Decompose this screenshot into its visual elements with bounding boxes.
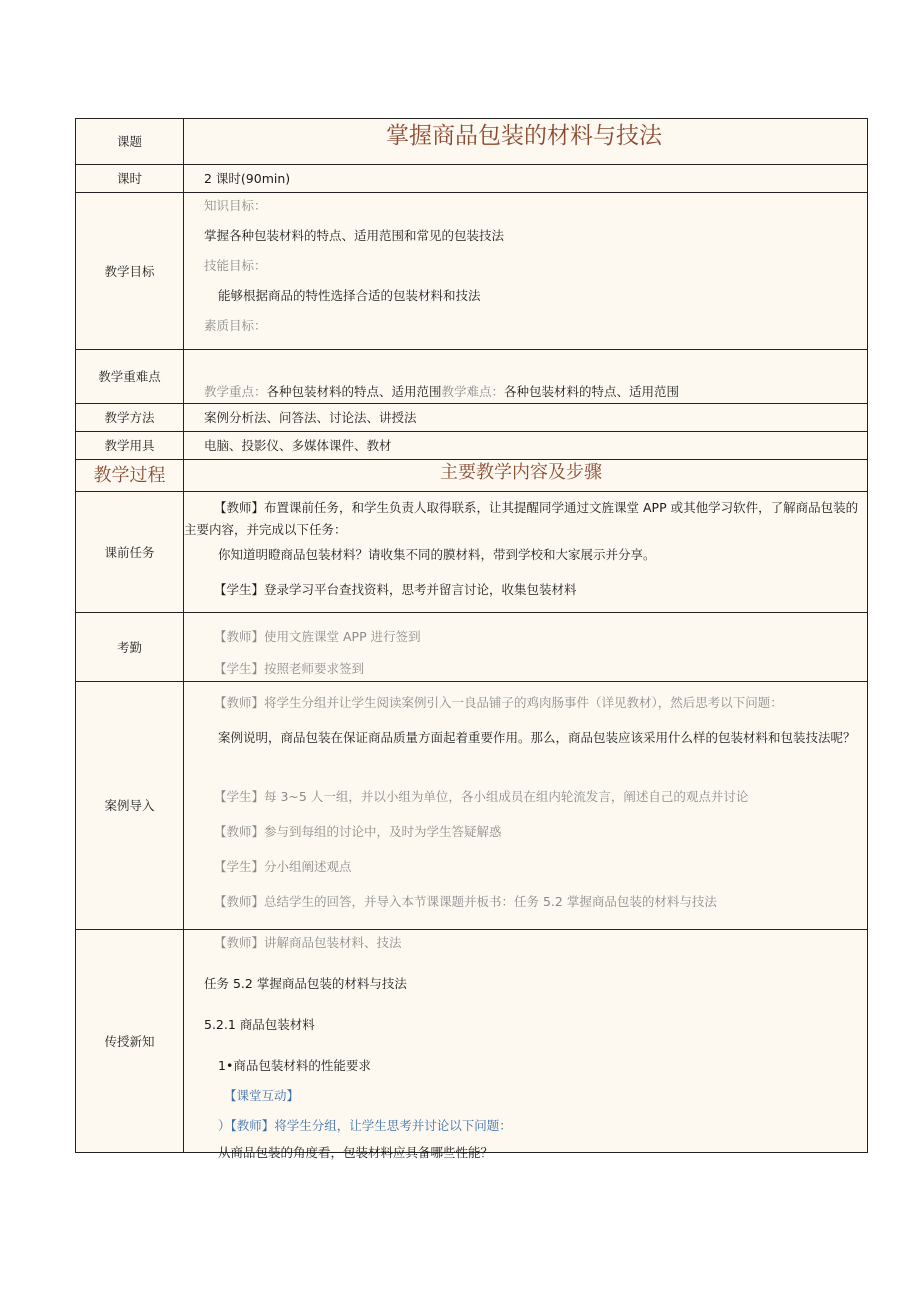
skill-goal-text: 能够根据商品的特性选择合适的包装材料和技法: [218, 288, 481, 303]
row-attendance: [76, 613, 868, 682]
case-description-text: 案例说明，商品包装在保证商品质量方面起着重要作用。那么，商品包装应该采用什么样的包装材料和包装技法呢？: [218, 730, 856, 745]
label-new-knowledge: 传授新知: [76, 930, 184, 1153]
label-methods: 教学方法: [76, 404, 184, 432]
case-student-text-2: 【学生】分小组阐述观点: [214, 859, 352, 874]
quality-goal-label: 素质目标：: [204, 318, 267, 333]
row-key-points: [76, 350, 868, 404]
subsection-title-text: 1•商品包装材料的性能要求: [218, 1058, 371, 1073]
row-tools: [76, 432, 868, 460]
label-hours: 课时: [76, 165, 184, 193]
pre-class-task-text: 你知道明瞪商品包装材料？请收集不同的膜材料，带到学校和大家展示并分享。: [218, 547, 656, 562]
key-points-line: [204, 383, 679, 400]
difficult-point-text: 各种包装材料的特点、适用范围: [504, 384, 680, 399]
case-teacher-text-2: 【教师】参与到每组的讨论中，及时为学生答疑解惑: [214, 824, 502, 839]
row-pre-class: [76, 492, 868, 613]
lesson-title: 掌握商品包装的材料与技法: [386, 123, 662, 149]
process-header-value: 主要教学内容及步骤: [440, 462, 602, 483]
row-topic: [76, 119, 868, 165]
new-knowledge-teacher-text: 【教师】讲解商品包装材料、技法: [214, 935, 402, 950]
attendance-student-text: 【学生】按照老师要求签到: [214, 661, 365, 676]
row-case-intro: [76, 682, 868, 930]
tools-value: 电脑、投影仪、多媒体课件、教材: [204, 438, 392, 453]
key-point-label: 教学重点：: [204, 384, 267, 399]
skill-goal-label: 技能目标：: [204, 258, 267, 273]
case-teacher-text-3: 【教师】总结学生的回答，并导入本节课课题并板书：任务 5.2 掌握商品包装的材料与技法: [214, 894, 717, 909]
label-goals: 教学目标: [76, 193, 184, 350]
class-interaction-label: 【课堂互动】: [224, 1088, 300, 1103]
attendance-teacher-text: 【教师】使用文旌课堂 APP 进行签到: [214, 629, 421, 644]
difficult-point-label: 教学难点：: [441, 384, 505, 399]
knowledge-goal-label: 知识目标：: [204, 198, 267, 213]
label-tools: 教学用具: [76, 432, 184, 460]
task-title-text: 任务 5.2 掌握商品包装的材料与技法: [204, 976, 407, 991]
section-title-text: 5.2.1 商品包装材料: [204, 1017, 315, 1032]
label-case-intro: 案例导入: [76, 682, 184, 930]
pre-class-student-text: 【学生】登录学习平台查找资料，思考并留言讨论，收集包装材料: [214, 582, 577, 597]
row-hours: [76, 165, 868, 193]
label-topic: 课题: [76, 119, 184, 165]
case-student-text-1: 【学生】每 3~5 人一组，并以小组为单位，各小组成员在组内轮流发言，阐述自己的观点并讨论: [214, 789, 749, 804]
key-point-text: 各种包装材料的特点、适用范围: [266, 384, 442, 399]
label-attendance: 考勤: [76, 613, 184, 682]
discussion-question-text: 从商品包装的角度看，包装材料应具备哪些性能？: [218, 1145, 494, 1160]
knowledge-goal-text: 掌握各种包装材料的特点、适用范围和常见的包装技法: [204, 228, 505, 243]
process-header-label: 教学过程: [76, 460, 184, 492]
row-methods: [76, 404, 868, 432]
pre-class-teacher-text: 【教师】布置课前任务，和学生负责人取得联系，让其提醒同学通过文旌课堂 APP 或其他学习软件，了解商品包装的主要内容，并完成以下任务：: [184, 500, 859, 537]
lesson-plan-table: [75, 118, 868, 1160]
label-key-points: 教学重难点: [76, 350, 184, 404]
row-goals: [76, 193, 868, 350]
group-discussion-text: ）【教师】将学生分组，让学生思考并讨论以下问题：: [218, 1118, 512, 1133]
row-process-header: [76, 460, 868, 492]
row-new-knowledge: [76, 930, 868, 1153]
methods-value: 案例分析法、问答法、讨论法、讲授法: [204, 410, 417, 425]
label-pre-class: 课前任务: [76, 492, 184, 613]
hours-value: 2 课时(90min): [204, 171, 291, 186]
case-teacher-text-1: 【教师】将学生分组并让学生阅读案例引入一良品铺子的鸡肉肠事件（详见教材），然后思考以下问题：: [214, 695, 783, 710]
